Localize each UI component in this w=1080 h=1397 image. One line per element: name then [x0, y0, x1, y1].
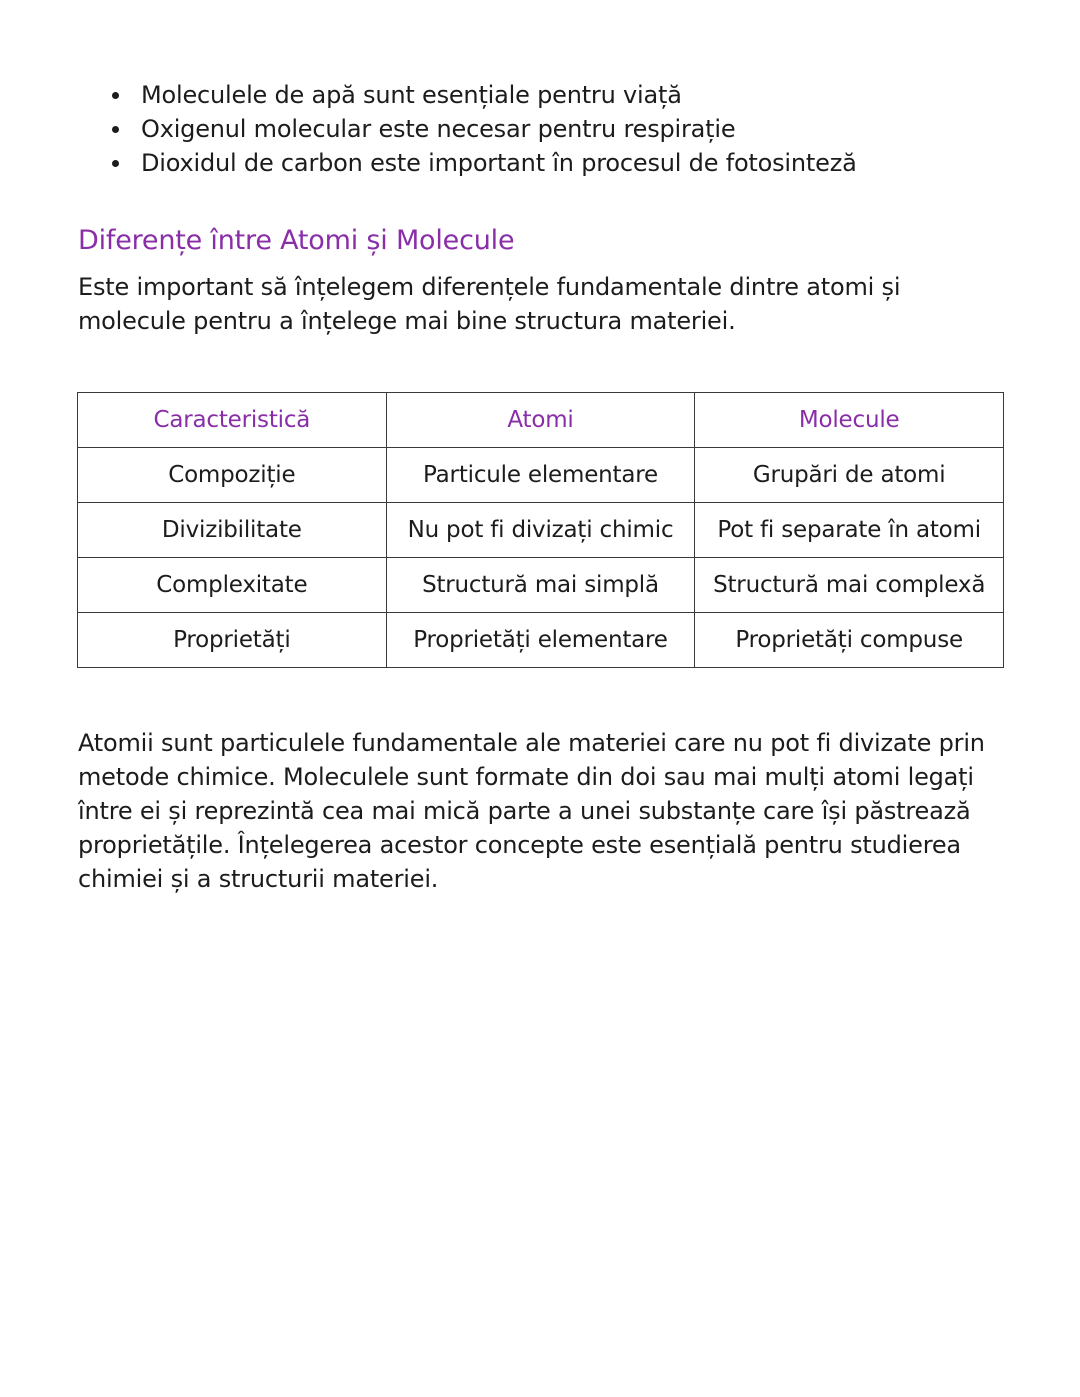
- section-heading: Diferențe între Atomi și Molecule: [78, 225, 515, 256]
- list-item: [78, 146, 857, 180]
- bullet-icon: [112, 126, 119, 133]
- bullet-list: [78, 78, 857, 180]
- table-row: [78, 448, 1004, 503]
- table-cell: Structură mai simplă: [386, 558, 695, 613]
- table-cell: Nu pot fi divizați chimic: [386, 503, 695, 558]
- table-row: [78, 613, 1004, 668]
- table-cell: Proprietăți elementare: [386, 613, 695, 668]
- table-row: [78, 503, 1004, 558]
- table-cell: Proprietăți: [78, 613, 387, 668]
- column-header-atoms: Atomi: [386, 393, 695, 448]
- table-cell: Grupări de atomi: [695, 448, 1004, 503]
- table-cell: Complexitate: [78, 558, 387, 613]
- column-header-characteristic: Caracteristică: [78, 393, 387, 448]
- table-cell: Compoziție: [78, 448, 387, 503]
- bullet-icon: [112, 92, 119, 99]
- bullet-icon: [112, 160, 119, 167]
- table-cell: Proprietăți compuse: [695, 613, 1004, 668]
- table-cell: Pot fi separate în atomi: [695, 503, 1004, 558]
- table-cell: Structură mai complexă: [695, 558, 1004, 613]
- closing-paragraph: Atomii sunt particulele fundamentale ale materiei care nu pot fi divizate prin metode chimice. Moleculele sunt formate din doi sau mai mulți atomi legați între ei și reprezintă cea mai mică parte a unei substanțe care își păstrează proprietățile. Înțelegerea acestor concepte este esențială pentru studierea chimiei și a structurii materiei.: [78, 729, 985, 893]
- list-item: [78, 78, 857, 112]
- list-item-text: Dioxidul de carbon este important în procesul de fotosinteză: [141, 149, 857, 177]
- table-header-row: [78, 393, 1004, 448]
- list-item-text: Moleculele de apă sunt esențiale pentru viață: [141, 81, 682, 109]
- comparison-table: [77, 392, 1004, 668]
- column-header-molecules: Molecule: [695, 393, 1004, 448]
- list-item: [78, 112, 857, 146]
- table-cell: Particule elementare: [386, 448, 695, 503]
- intro-paragraph: Este important să înțelegem diferențele fundamentale dintre atomi și molecule pentru a înțelege mai bine structura materiei.: [78, 273, 901, 335]
- table-row: [78, 558, 1004, 613]
- list-item-text: Oxigenul molecular este necesar pentru respirație: [141, 115, 736, 143]
- table-cell: Divizibilitate: [78, 503, 387, 558]
